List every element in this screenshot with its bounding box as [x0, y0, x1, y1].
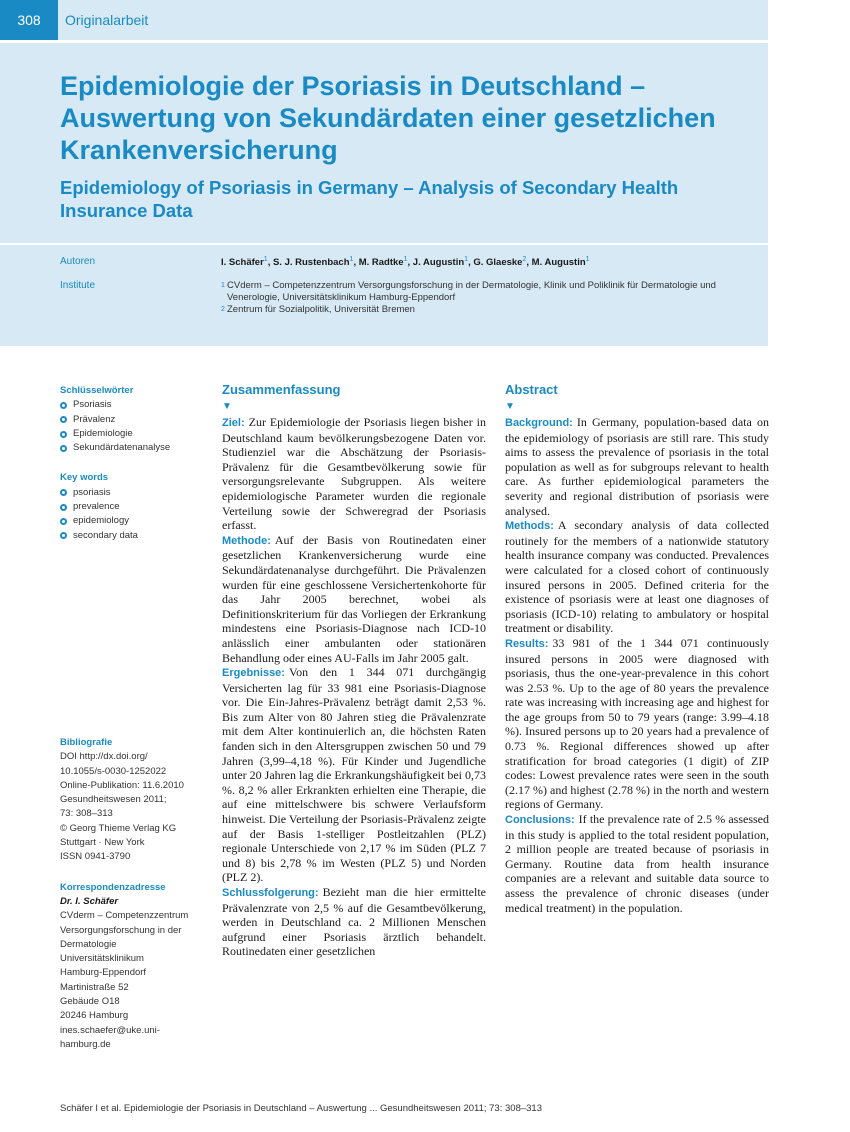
keywords-en-list [60, 486, 210, 543]
section-label: Methods: [505, 520, 554, 533]
keyword-item [60, 486, 210, 500]
abstract-en-body [505, 415, 769, 915]
institute-row [221, 304, 751, 316]
abstract-en-column [505, 381, 769, 915]
bibliography-line: ISSN 0941-3790 [60, 851, 131, 863]
circle-bullet-icon [60, 518, 67, 525]
article-title-en: Epidemiology of Psoriasis in Germany – Analysis of Secondary Health Insurance Data [60, 177, 679, 221]
abstract-de-body [222, 415, 486, 959]
correspondence-line: Gebäude O18 [60, 996, 120, 1008]
keyword-text: Prävalenz [73, 413, 116, 425]
section-text: 33 981 of the 1 344 071 continuously insured persons in 2005 were diagnosed with psoriasis, thus the one-year-prevalence in this cohort was 2.53 %. Up to the age of 80 years the prevalence rate was increasing with increasing age and highest for the age groups from 50 to 79 years (range: 3.99–4.18 %). Insured persons up to 20 years had a prevalence of 0.73 %. Regional differences showed up after stratification for broad categories (1 digit) of ZIP codes: Lowest prevalence rates were seen in the south (2.17 %) and highest (2.78 %) in the north and western regions of Germany. [505, 635, 769, 812]
author-name: I. Schäfer [221, 257, 264, 269]
circle-bullet-icon [60, 431, 67, 438]
section-text: Zur Epidemiologie der Psoriasis liegen bisher in Deutschland kaum bevölkerungsbezogene Daten vor. Studienziel war die Abschätzung der Psoriasis-Prävalenz für die Gesamtbevölkerung sowie für versorgungsrelevante Subgruppen. Als weitere epidemiologische Parameter wurden die regionale Verteilung sowie der Schweregrad der Psoriasis erfasst. [222, 415, 486, 533]
correspondence-line: 20246 Hamburg [60, 1010, 129, 1022]
section-label: Methode: [222, 534, 271, 547]
author-affiliation: 1 [464, 256, 469, 263]
institute-text: Zentrum für Sozialpolitik, Universität Bremen [227, 304, 415, 315]
down-triangle-icon: ▼ [222, 401, 232, 412]
circle-bullet-icon [60, 416, 67, 423]
abstract-paragraph [222, 885, 486, 959]
keyword-item [60, 427, 210, 441]
correspondence-line: CVderm – Competenzzentrum [60, 910, 189, 922]
abstract-paragraph [505, 518, 769, 636]
author-affiliation: 1 [585, 256, 590, 263]
author-affiliation: 1 [349, 256, 354, 263]
sidebar [60, 384, 210, 1052]
abstract-de-column [222, 381, 486, 959]
section-label: Schlussfolgerung: [222, 887, 319, 899]
abstract-paragraph [222, 665, 486, 885]
keyword-item [60, 413, 210, 427]
author-affiliation: 1 [263, 256, 268, 263]
footer-citation: Schäfer I et al. Epidemiologie der Psoriasis in Deutschland – Auswertung ... Gesundheitswesen 2011; 73: 308–313 [60, 1103, 542, 1114]
correspondence-heading: Korrespondenzadresse [60, 881, 166, 893]
abstract-paragraph [222, 533, 486, 665]
keyword-text: prevalence [73, 501, 120, 513]
correspondence-line: ines.schaefer@uke.uni- [60, 1024, 160, 1036]
correspondence-line: Universitätsklinikum [60, 953, 144, 965]
keyword-text: Epidemiologie [73, 427, 133, 439]
author-name: M. Radtke [358, 257, 404, 269]
correspondence-name: Dr. I. Schäfer [60, 895, 119, 907]
authors-label: Autoren [60, 256, 96, 267]
authors-list: I. Schäfer$^1$, S. J. Rustenbach$^1$, M. Radtke$^1$, J. Augustin$^1$, G. Glaeske$^2$, M. Augustin$^1$ [221, 256, 590, 269]
keyword-text: Psoriasis [73, 399, 112, 411]
abstract-paragraph [222, 415, 486, 533]
correspondence-line: Martinistraße 52 [60, 981, 129, 993]
bibliography-block [60, 750, 210, 864]
author-name: M. Augustin [531, 257, 586, 269]
correspondence-line: hamburg.de [60, 1038, 111, 1050]
keyword-text: epidemiology [73, 515, 129, 527]
section-text: In Germany, population-based data on the epidemiology of psoriasis are still rare. This study aims to assess the prevalence of psoriasis in the total population as well as for subgroups relevant to health care. As further epidemiological parameters the severity and regional distribution of psoriasis were analysed. [505, 415, 769, 518]
bibliography-line: Online-Publikation: 11.6.2010 [60, 779, 184, 791]
institute-row [221, 280, 751, 304]
keyword-item [60, 500, 210, 514]
section-label: Ergebnisse: [222, 667, 285, 680]
keyword-text: secondary data [73, 529, 138, 541]
abstract-en-heading: Abstract [505, 382, 558, 397]
down-triangle-icon: ▼ [505, 401, 515, 412]
section-text: A secondary analysis of data collected routinely for the members of a nationwide statutory health insurance company was conducted. Prevalences were calculated for a closed cohort of continuously insured persons in 2005. Defined criteria for the existence of psoriasis were at least one diagnoses of psoriasis (ICD-10) relating to ambulatory or hospital treatment or disability. [505, 518, 769, 636]
circle-bullet-icon [60, 504, 67, 511]
bibliography-line: Gesundheitswesen 2011; [60, 794, 167, 806]
author-affiliation: 1 [403, 256, 408, 263]
section-tag: Originalarbeit [65, 12, 149, 28]
circle-bullet-icon [60, 489, 67, 496]
institutes-list [221, 280, 751, 316]
keyword-item [60, 441, 210, 455]
keyword-item [60, 514, 210, 528]
author-affiliation: 2 [522, 256, 527, 263]
correspondence-line: Hamburg-Eppendorf [60, 967, 147, 979]
circle-bullet-icon [60, 402, 67, 409]
institutes-label: Institute [60, 280, 96, 291]
author-name: G. Glaeske [473, 257, 523, 269]
bibliography-heading: Bibliografie [60, 736, 113, 748]
abstract-de-heading: Zusammenfassung [222, 382, 341, 397]
circle-bullet-icon [60, 445, 67, 452]
keyword-text: Sekundärdatenanalyse [73, 442, 171, 454]
keywords-en-heading: Key words [60, 472, 109, 484]
bibliography-line: © Georg Thieme Verlag KG [60, 822, 177, 834]
bibliography-line: Stuttgart · New York [60, 837, 145, 849]
institute-number: 1 [221, 282, 225, 289]
institute-number: 2 [221, 306, 225, 313]
section-text: Auf der Basis von Routinedaten einer gesetzlichen Krankenversicherung wurde eine Sekundärdatenanalyse durchgeführt. Die Prävalenzen wurden für eine geschlossene Versichertenkohorte für das Jahr 2005 berechnet, wobei als Definitionskriterium für das Vorliegen der Erkrankung mindestens eine Psoriasis-Diagnose nach ICD-10 anlässlich einer ambulanten oder stationären Behandlung oder eines AU-Falls im Jahr 2005 galt. [222, 532, 486, 665]
correspondence-line: Versorgungsforschung in der [60, 924, 182, 936]
keyword-item [60, 398, 210, 412]
circle-bullet-icon [60, 532, 67, 539]
correspondence-line: Dermatologie [60, 938, 117, 950]
bibliography-line: 10.1055/s-0030-1252022 [60, 765, 167, 777]
bibliography-line: DOI http://dx.doi.org/ [60, 751, 148, 763]
keywords-de-heading: Schlüsselwörter [60, 385, 134, 396]
section-text: If the prevalence rate of 2.5 % assessed in this study is applied to the total resident population, 2 million people are treated because of psoriasis in Germany. Routine data from health insurance companies are a relevant and suitable data source to assess the prevalence of chronic diseases (under medical treatment) in the population. [505, 812, 769, 915]
abstract-paragraph [505, 812, 769, 915]
keyword-text: psoriasis [73, 486, 111, 498]
abstract-paragraph [505, 415, 769, 518]
section-text: Von den 1 344 071 durchgängig Versicherten lag für 33 981 eine Psoriasis-Diagnose vor. Die Ein-Jahres-Prävalenz beträgt damit 2,53 %. Bis zum Alter von 80 Jahren stieg die Prävalenzrate mit dem Alter kontinuierlich an, die höchsten Raten fanden sich in den Altersgruppen zwischen 50 und 79 Jahren (3,99–4,18 %). Für Kinder und Jugendliche unter 20 Jahren lag die Erkrankungshäufigkeit bei 0,73 %. 8,2 % aller Erkrankten erhielten eine Therapie, die auf eine mittelschwere bis schwere Verlaufsform hinweist. Die Verteilung der Psoriasis-Prävalenz zeigte auf der Basis 1-stelliger Postleitzahlen (PLZ) regionale Unterschiede von 2,17 % im Süden (PLZ 7 und 8) bis 2,78 % im Westen (PLZ 5) und Norden (PLZ 2). [222, 665, 486, 885]
correspondence-address [60, 909, 210, 1052]
page-number: 308 [0, 0, 58, 40]
author-name: S. J. Rustenbach [272, 257, 350, 269]
section-label: Results: [505, 637, 549, 650]
section-label: Conclusions: [505, 814, 575, 827]
abstract-paragraph [505, 636, 769, 812]
section-label: Ziel: [222, 417, 245, 429]
section-label: Background: [505, 417, 573, 429]
keywords-de-list [60, 398, 210, 455]
bibliography-line: 73: 308–313 [60, 808, 113, 820]
author-name: J. Augustin [412, 257, 465, 269]
article-title-de: Epidemiologie der Psoriasis in Deutschland – Auswertung von Sekundärdaten einer gesetzlichen Krankenversicherung [60, 71, 716, 165]
keyword-item [60, 529, 210, 543]
institute-text: CVderm – Competenzzentrum Versorgungsforschung in der Dermatologie, Klinik und Poliklinik für Dermatologie und Venerologie, Universitätsklinikum Hamburg-Eppendorf [227, 280, 716, 303]
section-text: Bezieht man die hier ermittelte Prävalenzrate von 2,5 % auf die Gesamtbevölkerung, werden in Deutschland ca. 2 Millionen Menschen aufgrund einer Psoriasis ärztlich behandelt. Routinedaten einer gesetzlichen [222, 885, 486, 959]
